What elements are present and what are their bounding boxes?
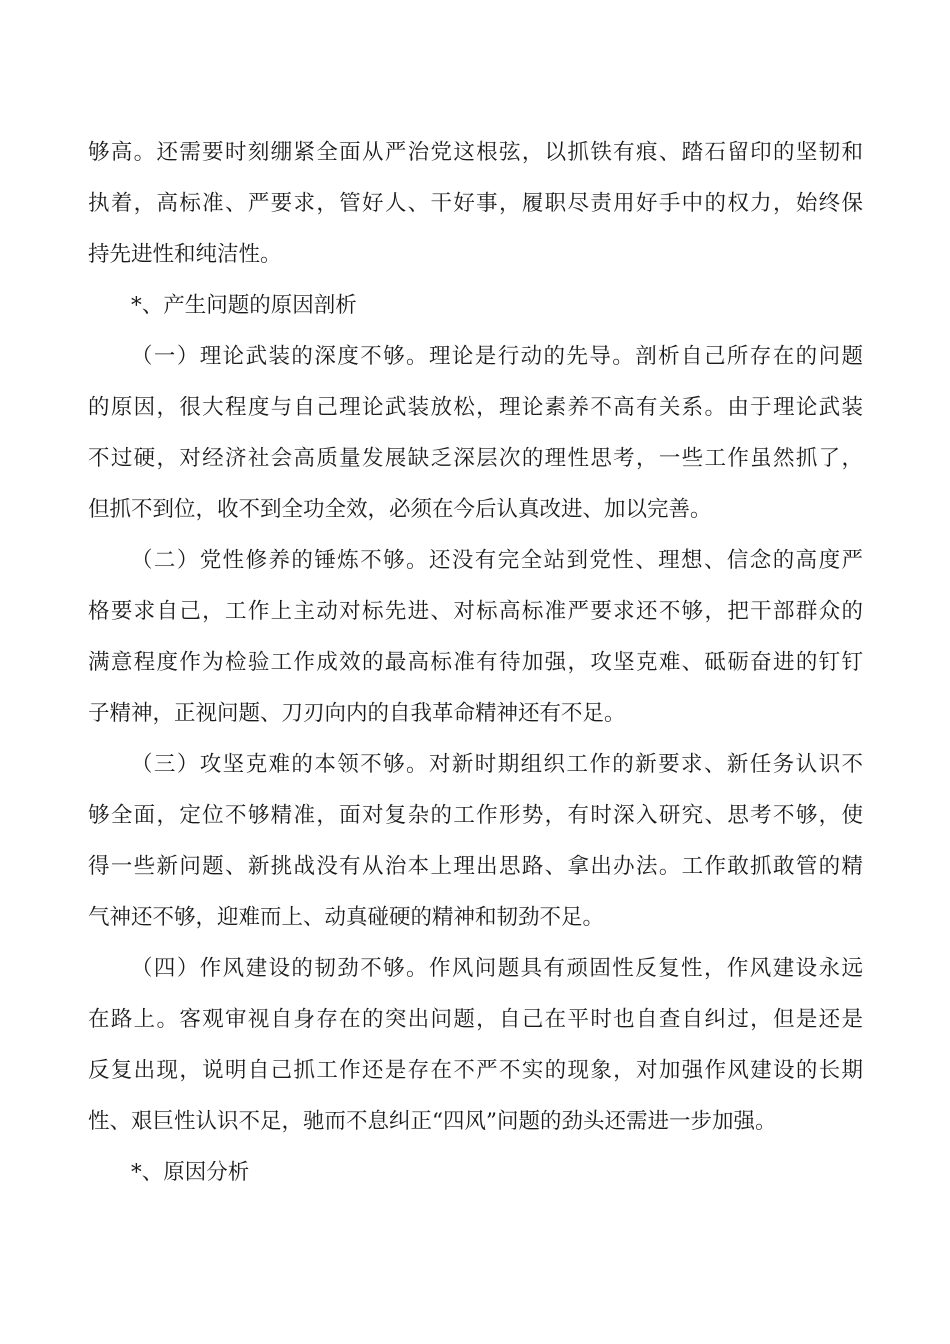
paragraph-first-line: （一）理论武装的深度不够。理论是行动的先导。剖析自己所存在的问题 [131,344,863,369]
text-line: 够高。还需要时刻绷紧全面从严治党这根弦，以抓铁有痕、踏石留印的坚韧和 [88,140,863,165]
document-body [88,127,863,1198]
text-line: 性、艰巨性认识不足，驰而不息纠正“四风”问题的劲头还需进一步加强。 [88,1109,777,1134]
section-heading: *、产生问题的原因剖析 [131,293,357,318]
text-line: 但抓不到位，收不到全功全效，必须在今后认真改进、加以完善。 [88,497,712,522]
text-line: 在路上。客观审视自身存在的突出问题，自己在平时也自查自纠过，但是还是 [88,1007,863,1032]
text-line: 子精神，正视问题、刀刃向内的自我革命精神还有不足。 [88,701,626,726]
paragraph-first-line: （三）攻坚克难的本领不够。对新时期组织工作的新要求、新任务认识不 [131,752,863,777]
paragraph-first-line: （四）作风建设的韧劲不够。作风问题具有顽固性反复性，作风建设永远 [131,956,863,981]
text-line: 的原因，很大程度与自己理论武装放松，理论素养不高有关系。由于理论武装 [88,395,863,420]
text-line: 格要求自己，工作上主动对标先进、对标高标准严要求还不够，把干部群众的 [88,599,863,624]
text-line: 执着，高标准、严要求，管好人、干好事，履职尽责用好手中的权力，始终保 [88,191,863,216]
text-line: 满意程度作为检验工作成效的最高标准有待加强，攻坚克难、砥砺奋进的钉钉 [88,650,863,675]
text-line: 够全面，定位不够精准，面对复杂的工作形势，有时深入研究、思考不够，使 [88,803,863,828]
text-line: 不过硬，对经济社会高质量发展缺乏深层次的理性思考，一些工作虽然抓了， [88,446,863,471]
text-line: 得一些新问题、新挑战没有从治本上理出思路、拿出办法。工作敢抓敢管的精 [88,854,863,879]
paragraph-first-line: （二）党性修养的锤炼不够。还没有完全站到党性、理想、信念的高度严 [131,548,863,573]
text-line: 反复出现，说明自己抓工作还是存在不严不实的现象，对加强作风建设的长期 [88,1058,863,1083]
text-line: 持先进性和纯洁性。 [88,242,282,267]
section-heading: *、原因分析 [131,1160,250,1185]
text-line: 气神还不够，迎难而上、动真碰硬的精神和韧劲不足。 [88,905,605,930]
